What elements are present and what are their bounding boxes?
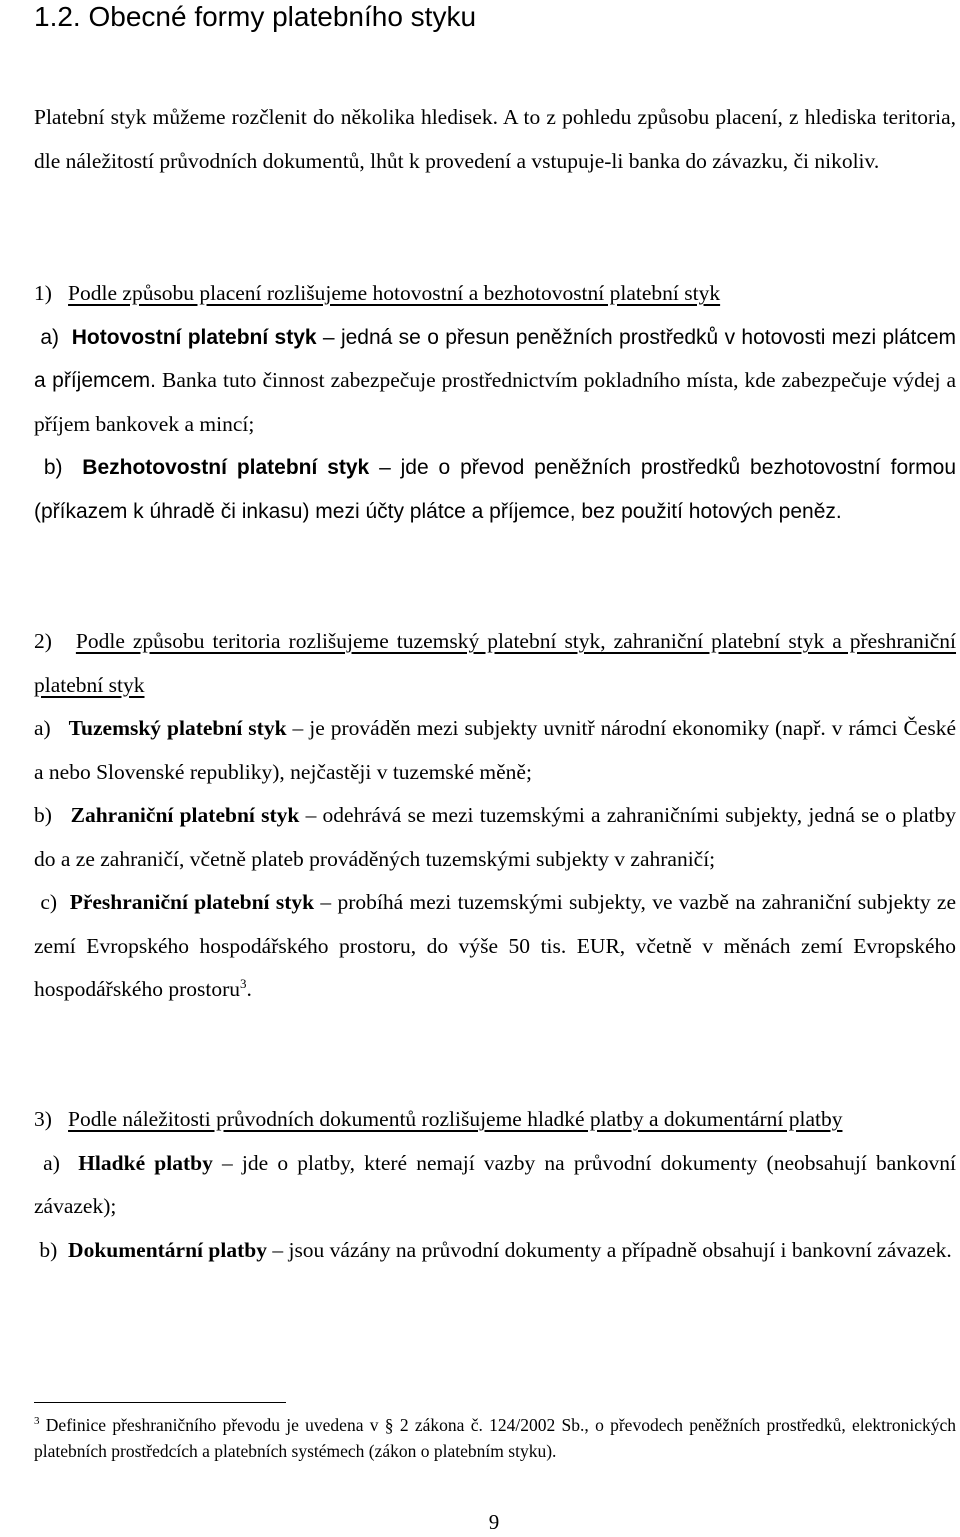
section-2 [34, 620, 956, 1012]
section-1-item-a: a) Hotovostní platební styk – jedná se o přesun peněžních prostředků v hotovosti mezi plátcem a příjemcem. Banka tuto činnost zabezpečuje prostřednictvím pokladního místa, kde zabezpečuje výdej a příjem bankovek a mincí; [34, 325, 957, 436]
section-3-item-b: b) Dokumentární platby – jsou vázány na průvodní dokumenty a případně obsahují i bankovní závazek. [39, 1237, 952, 1262]
footnote [34, 1412, 956, 1464]
intro-paragraph: Platební styk můžeme rozčlenit do několika hledisek. A to z pohledu způsobu placení, z hlediska teritoria, dle náležitostí průvodních dokumentů, lhůt k provedení a vstupuje-li banka do závazku, či nikoliv. [34, 105, 956, 173]
section-title: 1.2. Obecné formy platebního styku [34, 1, 477, 32]
footnote-ref[interactable]: 3 [240, 975, 247, 991]
section-3-heading: 3) Podle náležitosti průvodních dokumentů rozlišujeme hladké platby a dokumentární platby [34, 1107, 843, 1131]
section-2-item-a: a) Tuzemský platební styk – je prováděn mezi subjekty uvnitř národní ekonomiky (např. v rámci České a nebo Slovenské republiky), nejčastěji v tuzemské měně; [34, 716, 956, 784]
footnote-mark: 3 [34, 1415, 40, 1428]
section-3-item-a: a) Hladké platby – jde o platby, které nemají vazby na průvodní dokumenty (neobsahují bankovní závazek); [34, 1150, 957, 1218]
section-2-item-b: b) Zahraniční platební styk – odehrává se mezi tuzemskými a zahraničními subjekty, jedná se o platby do a ze zahraničí, včetně plateb prováděných tuzemskými subjekty v zahraničí; [34, 803, 957, 871]
section-3 [34, 1098, 956, 1272]
section-2-heading: 2) Podle způsobu teritoria rozlišujeme tuzemský platební styk, zahraniční platební styk a přeshraniční platební styk [34, 629, 957, 697]
section-1-item-b: b) Bezhotovostní platební styk – jde o převod peněžních prostředků bezhotovostní formou (příkazem k úhradě či inkasu) mezi účty plátce a příjemce, bez použití hotových peněz. [34, 456, 956, 523]
section-2-item-c: c) Přeshraniční platební styk – probíhá mezi tuzemskými subjekty, ve vazbě na zahraniční subjekty ze zemí Evropského hospodářského prostoru, do výše 50 tis. EUR, včetně v měnách zemí Evropského hospodářského prostoru$^3$. [34, 890, 957, 1001]
footnote-separator [34, 1402, 286, 1403]
section-1 [34, 272, 956, 533]
section-1-heading: 1) Podle způsobu placení rozlišujeme hotovostní a bezhotovostní platební styk [34, 281, 721, 305]
footnote-text: Definice přeshraničního převodu je uvedena v § 2 zákona č. 124/2002 Sb., o převodech peněžních prostředků, elektronických platebních prostředcích a platebních systémech (zákon o platebním styku). [34, 1415, 956, 1461]
page-number: 9 [488, 1510, 500, 1534]
